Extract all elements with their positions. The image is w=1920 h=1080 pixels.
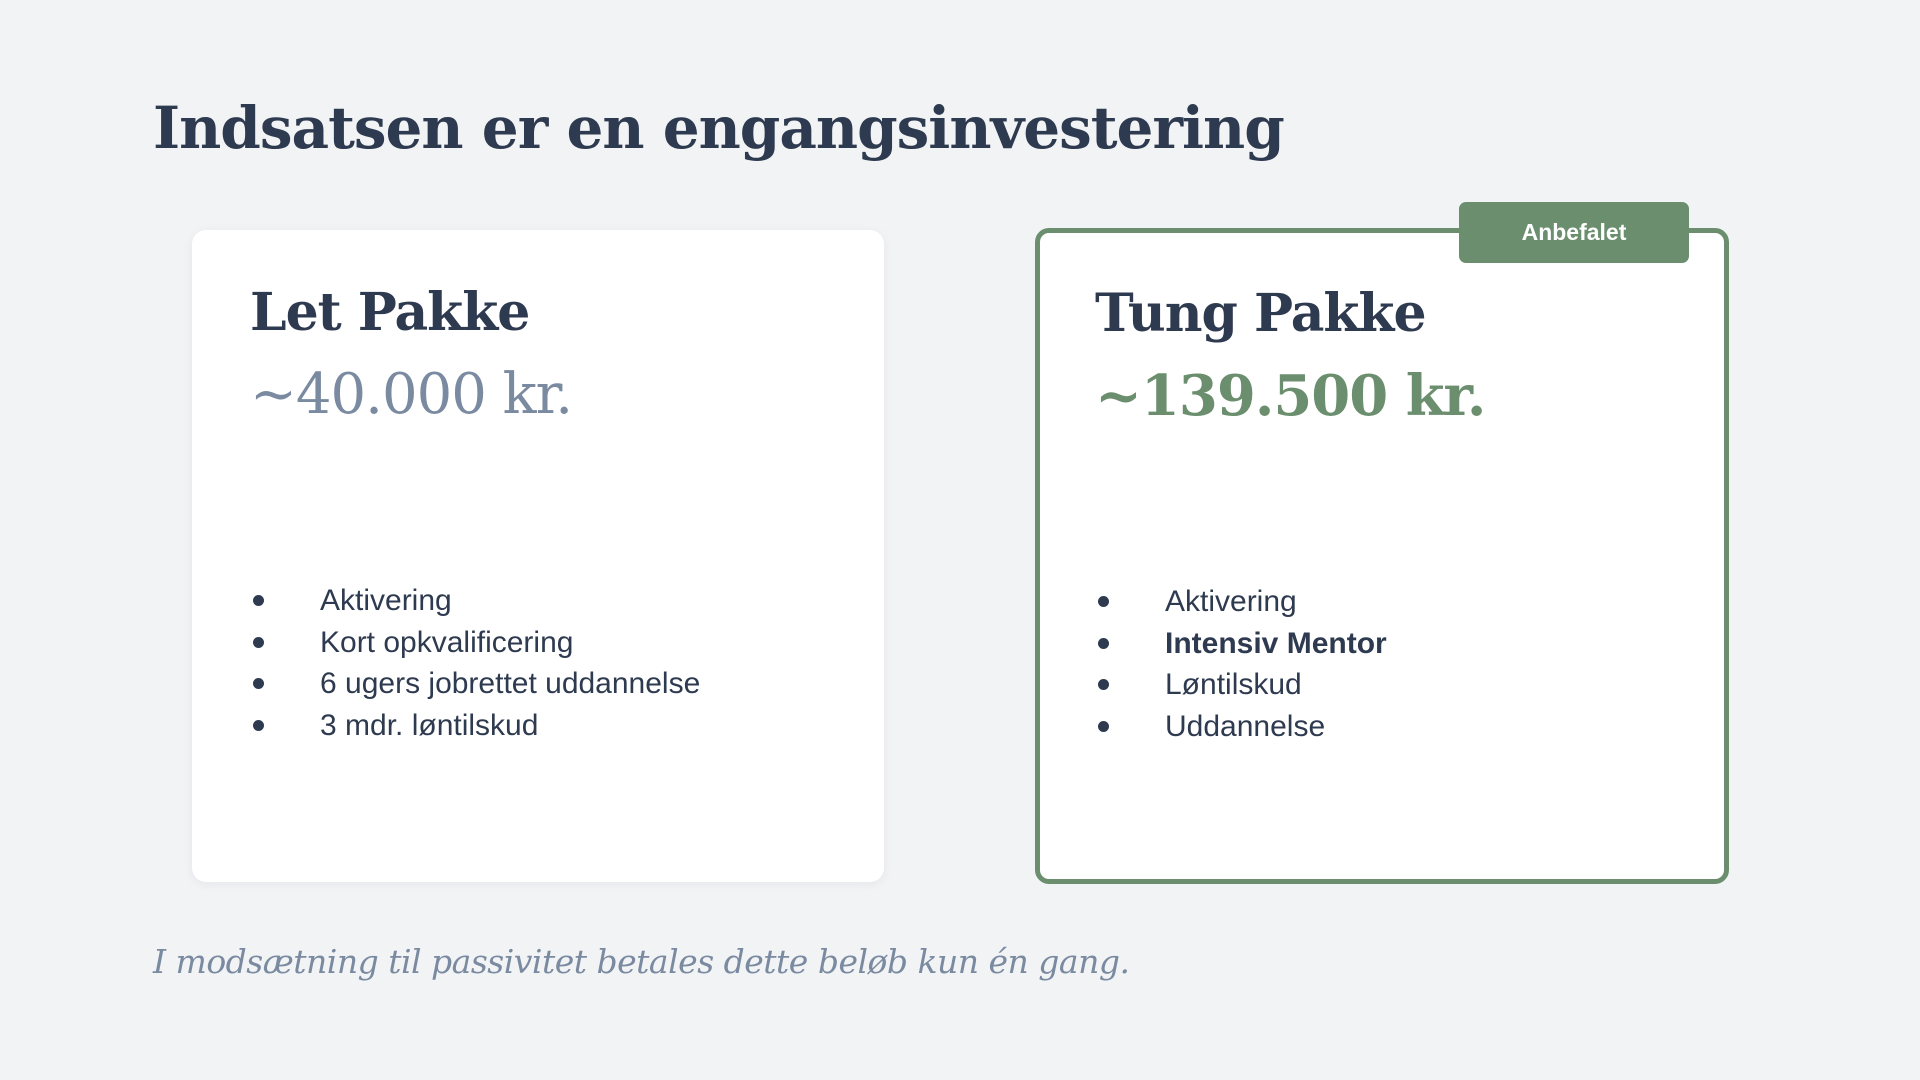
feature-label: Aktivering <box>1165 585 1297 618</box>
feature-label: 6 ugers jobrettet uddannelse <box>320 667 701 700</box>
feature-item <box>250 663 700 705</box>
feature-item <box>250 705 700 747</box>
bullet-dot-icon <box>1098 721 1109 732</box>
feature-item <box>1095 706 1387 748</box>
bullet-dot-icon <box>253 595 264 606</box>
feature-item <box>1095 664 1387 706</box>
footnote: I modsætning til passivitet betales dette beløb kun én gang. <box>153 942 1130 981</box>
package-price: ~139.500 kr. <box>1095 363 1486 429</box>
feature-label: Løntilskud <box>1165 668 1302 701</box>
bullet-dot-icon <box>1098 596 1109 607</box>
feature-item-highlighted <box>1095 623 1387 665</box>
feature-item <box>250 580 700 622</box>
feature-item <box>1095 581 1387 623</box>
feature-label: Uddannelse <box>1165 709 1326 743</box>
bullet-dot-icon <box>253 678 264 689</box>
bullet-dot-icon <box>253 720 264 731</box>
bullet-dot-icon <box>253 637 264 648</box>
package-name: Let Pakke <box>250 282 530 343</box>
package-card-tung[interactable] <box>1035 228 1729 884</box>
feature-label: Aktivering <box>320 584 452 617</box>
bullet-dot-icon <box>1098 638 1109 649</box>
bullet-dot-icon <box>1098 679 1109 690</box>
feature-list <box>1095 581 1387 747</box>
feature-list <box>250 580 700 746</box>
package-card-let[interactable] <box>192 230 884 882</box>
feature-item <box>250 622 700 664</box>
package-name: Tung Pakke <box>1095 283 1426 344</box>
feature-label: Kort opkvalificering <box>320 625 574 659</box>
feature-label: 3 mdr. løntilskud <box>320 708 539 742</box>
slide-title: Indsatsen er en engangsinvestering <box>153 94 1284 162</box>
feature-label: Intensiv Mentor <box>1165 626 1387 660</box>
recommended-badge: Anbefalet <box>1459 202 1689 263</box>
package-price: ~40.000 kr. <box>250 362 573 427</box>
